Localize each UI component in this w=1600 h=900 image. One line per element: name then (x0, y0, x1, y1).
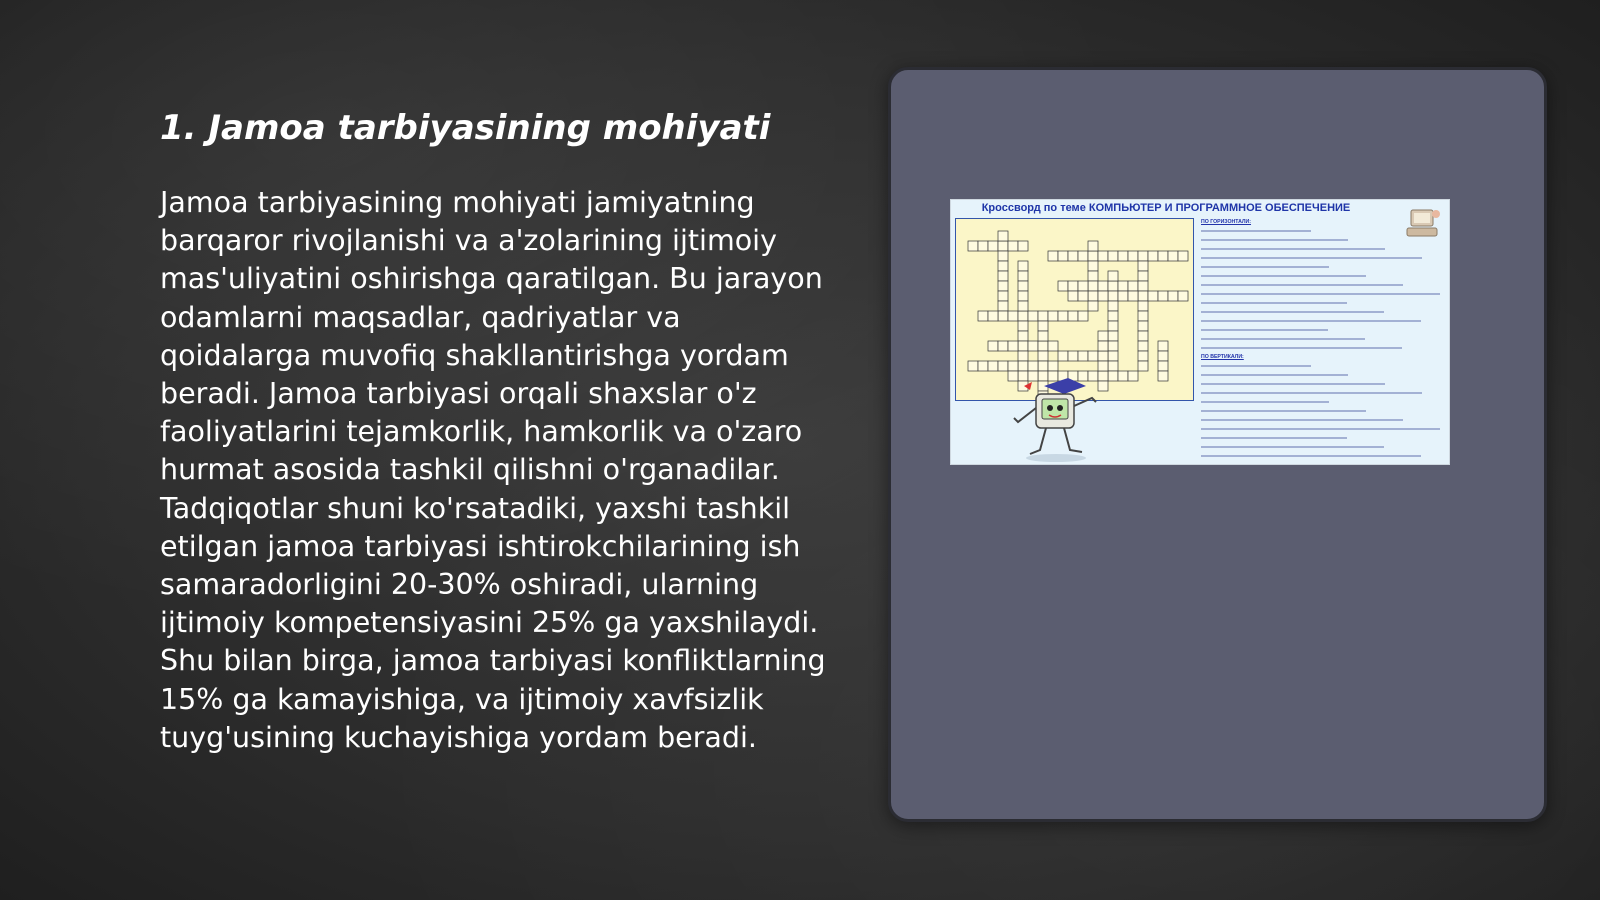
crossword-cell (1158, 361, 1168, 371)
crossword-cell (1058, 281, 1068, 291)
crossword-cell (1108, 311, 1118, 321)
crossword-cell (1118, 371, 1128, 381)
crossword-cell (1078, 251, 1088, 261)
crossword-cell (1108, 361, 1118, 371)
crossword-cell (988, 241, 998, 251)
crossword-cell (1068, 281, 1078, 291)
crossword-cell (1018, 351, 1028, 361)
crossword-cell (1088, 351, 1098, 361)
crossword-cell (1128, 291, 1138, 301)
crossword-cell (978, 311, 988, 321)
crossword-cell (1058, 251, 1068, 261)
crossword-cell (1078, 311, 1088, 321)
slide-body-text: Jamoa tarbiyasining mohiyati jamiyatning barqaror rivojlanishi va a'zolarining ijtimoiy mas'uliyatini oshirishga qaratilgan. Bu jarayon odamlarni maqsadlar, qadriyatlar va qoidalarga muvofiq shakllantirishga yordam beradi. Jamoa tarbiyasi orqali shaxslar o'z faoliyatlarini tejamkorlik, hamkorlik va o'zaro hurmat asosida tashkil qilishni o'rganadilar. Tadqiqotlar shuni ko'rsatadiki, yaxshi tashkil etilgan jamoa tarbiyasi ishtirokchilarining ish samaradorligini 20-30% oshiradi, ularning ijtimoiy kompetensiyasini 25% ga yaxshilaydi. Shu bilan birga, jamoa tarbiyasi konfliktlarning 15% ga kamayishiga, va ijtimoiy xavfsizlik tuyg'usining kuchayishiga yordam beradi. (160, 186, 826, 754)
crossword-cell (1148, 251, 1158, 261)
clue-line (1201, 434, 1447, 443)
crossword-cell (978, 241, 988, 251)
crossword-cell (1088, 281, 1098, 291)
crossword-cell (1108, 351, 1118, 361)
crossword-cell (1038, 331, 1048, 341)
crossword-cell (1038, 361, 1048, 371)
crossword-cell (998, 291, 1008, 301)
crossword-cell (1158, 351, 1168, 361)
crossword-cell (1098, 351, 1108, 361)
crossword-cell (1038, 311, 1048, 321)
crossword-cell (1138, 351, 1148, 361)
crossword-cell (1108, 291, 1118, 301)
crossword-cell (978, 361, 988, 371)
crossword-cell (1108, 271, 1118, 281)
crossword-cell (1138, 331, 1148, 341)
crossword-cell (998, 311, 1008, 321)
crossword-cell (968, 241, 978, 251)
crossword-cell (1018, 311, 1028, 321)
crossword-cell (1078, 351, 1088, 361)
crossword-cell (1158, 291, 1168, 301)
crossword-cell (1088, 241, 1098, 251)
crossword-cell (1128, 281, 1138, 291)
crossword-cell (1018, 361, 1028, 371)
crossword-cell (998, 251, 1008, 261)
clue-line (1201, 416, 1447, 425)
crossword-cell (1138, 341, 1148, 351)
crossword-cell (1008, 341, 1018, 351)
crossword-clues (1201, 218, 1447, 465)
crossword-cell (968, 361, 978, 371)
crossword-cell (1018, 281, 1028, 291)
clue-line (1201, 389, 1447, 398)
crossword-cell (1138, 291, 1148, 301)
crossword-cell (1068, 251, 1078, 261)
crossword-cell (988, 311, 998, 321)
crossword-cell (1088, 251, 1098, 261)
clue-line (1201, 254, 1447, 263)
crossword-cell (1108, 281, 1118, 291)
crossword-cell (1008, 241, 1018, 251)
clue-line (1201, 425, 1447, 434)
crossword-cell (1078, 281, 1088, 291)
crossword-cell (1048, 341, 1058, 351)
crossword-cell (1138, 361, 1148, 371)
crossword-cell (1058, 311, 1068, 321)
clue-line (1201, 344, 1447, 353)
crossword-cell (1088, 291, 1098, 301)
clue-line (1201, 245, 1447, 254)
clue-line (1201, 272, 1447, 281)
crossword-cell (988, 361, 998, 371)
crossword-cell (1138, 321, 1148, 331)
clue-line (1201, 290, 1447, 299)
crossword-cell (1018, 261, 1028, 271)
crossword-cell (1018, 341, 1028, 351)
clue-line (1201, 461, 1447, 465)
crossword-cell (1068, 311, 1078, 321)
crossword-cell (1108, 301, 1118, 311)
crossword-cell (988, 341, 998, 351)
crossword-cell (1018, 331, 1028, 341)
crossword-cell (1008, 311, 1018, 321)
crossword-cell (1098, 331, 1108, 341)
clue-line (1201, 227, 1447, 236)
crossword-cell (1138, 301, 1148, 311)
crossword-cell (998, 271, 1008, 281)
crossword-cell (1098, 341, 1108, 351)
crossword-cell (1138, 281, 1148, 291)
crossword-cell (1028, 341, 1038, 351)
computer-mascot-icon (1006, 378, 1106, 465)
clue-line (1201, 443, 1447, 452)
clue-line (1201, 398, 1447, 407)
crossword-cell (1108, 341, 1118, 351)
crossword-cell (1048, 361, 1058, 371)
crossword-cell (1098, 251, 1108, 261)
crossword-cell (1168, 291, 1178, 301)
clue-line (1201, 407, 1447, 416)
crossword-cell (1068, 351, 1078, 361)
crossword-cell (1118, 291, 1128, 301)
clue-line (1201, 335, 1447, 344)
crossword-cell (1148, 291, 1158, 301)
crossword-cell (1038, 321, 1048, 331)
crossword-cell (998, 241, 1008, 251)
crossword-cell (1008, 361, 1018, 371)
crossword-cell (1068, 291, 1078, 301)
crossword-cell (1018, 271, 1028, 281)
crossword-cell (998, 301, 1008, 311)
crossword-cell (998, 281, 1008, 291)
crossword-cell (1018, 241, 1028, 251)
slide-title: 1. Jamoa tarbiyasining mohiyati (160, 108, 771, 148)
crossword-cell (998, 341, 1008, 351)
clue-line (1201, 308, 1447, 317)
crossword-cell (1168, 251, 1178, 261)
down-heading: ПО ВЕРТИКАЛИ: (1201, 354, 1244, 360)
crossword-cell (1098, 291, 1108, 301)
crossword-cell (998, 361, 1008, 371)
clue-line (1201, 380, 1447, 389)
crossword-cell (1048, 251, 1058, 261)
crossword-grid (955, 218, 1194, 401)
crossword-cell (1058, 351, 1068, 361)
crossword-cell (1088, 271, 1098, 281)
across-heading: ПО ГОРИЗОНТАЛИ: (1201, 219, 1252, 225)
crossword-cell (998, 231, 1008, 241)
clue-line (1201, 299, 1447, 308)
crossword-cell (998, 261, 1008, 271)
crossword-cell (1078, 291, 1088, 301)
crossword-image (950, 199, 1450, 465)
crossword-cell (1088, 261, 1098, 271)
clue-line (1201, 317, 1447, 326)
crossword-cell (1018, 291, 1028, 301)
crossword-cell (1138, 311, 1148, 321)
crossword-cell (1098, 361, 1108, 371)
crossword-cell (1108, 331, 1118, 341)
crossword-cell (1038, 341, 1048, 351)
crossword-cell (1158, 371, 1168, 381)
crossword-cell (1108, 321, 1118, 331)
clue-line (1201, 263, 1447, 272)
crossword-cell (1138, 271, 1148, 281)
crossword-cell (1178, 251, 1188, 261)
clue-line (1201, 371, 1447, 380)
crossword-cell (1178, 291, 1188, 301)
crossword-cell (1108, 371, 1118, 381)
crossword-cell (1138, 261, 1148, 271)
clue-line (1201, 452, 1447, 461)
crossword-cell (1028, 311, 1038, 321)
crossword-cell (1088, 301, 1098, 311)
crossword-cell (1108, 251, 1118, 261)
crossword-cell (1038, 351, 1048, 361)
crossword-cell (1118, 251, 1128, 261)
clue-line (1201, 236, 1447, 245)
crossword-cell (1128, 371, 1138, 381)
clue-line (1201, 326, 1447, 335)
crossword-cell (1018, 321, 1028, 331)
crossword-cell (1128, 251, 1138, 261)
crossword-cell (1158, 341, 1168, 351)
crossword-cell (1118, 281, 1128, 291)
clue-line (1201, 362, 1447, 371)
crossword-cell (1018, 301, 1028, 311)
crossword-cell (1138, 251, 1148, 261)
clue-line (1201, 281, 1447, 290)
crossword-cell (1048, 311, 1058, 321)
crossword-cell (1028, 361, 1038, 371)
crossword-title: Кроссворд по теме КОМПЬЮТЕР И ПРОГРАММНОЕ ОБЕСПЕЧЕНИЕ (981, 202, 1351, 214)
crossword-cell (1098, 281, 1108, 291)
crossword-cell (1158, 251, 1168, 261)
